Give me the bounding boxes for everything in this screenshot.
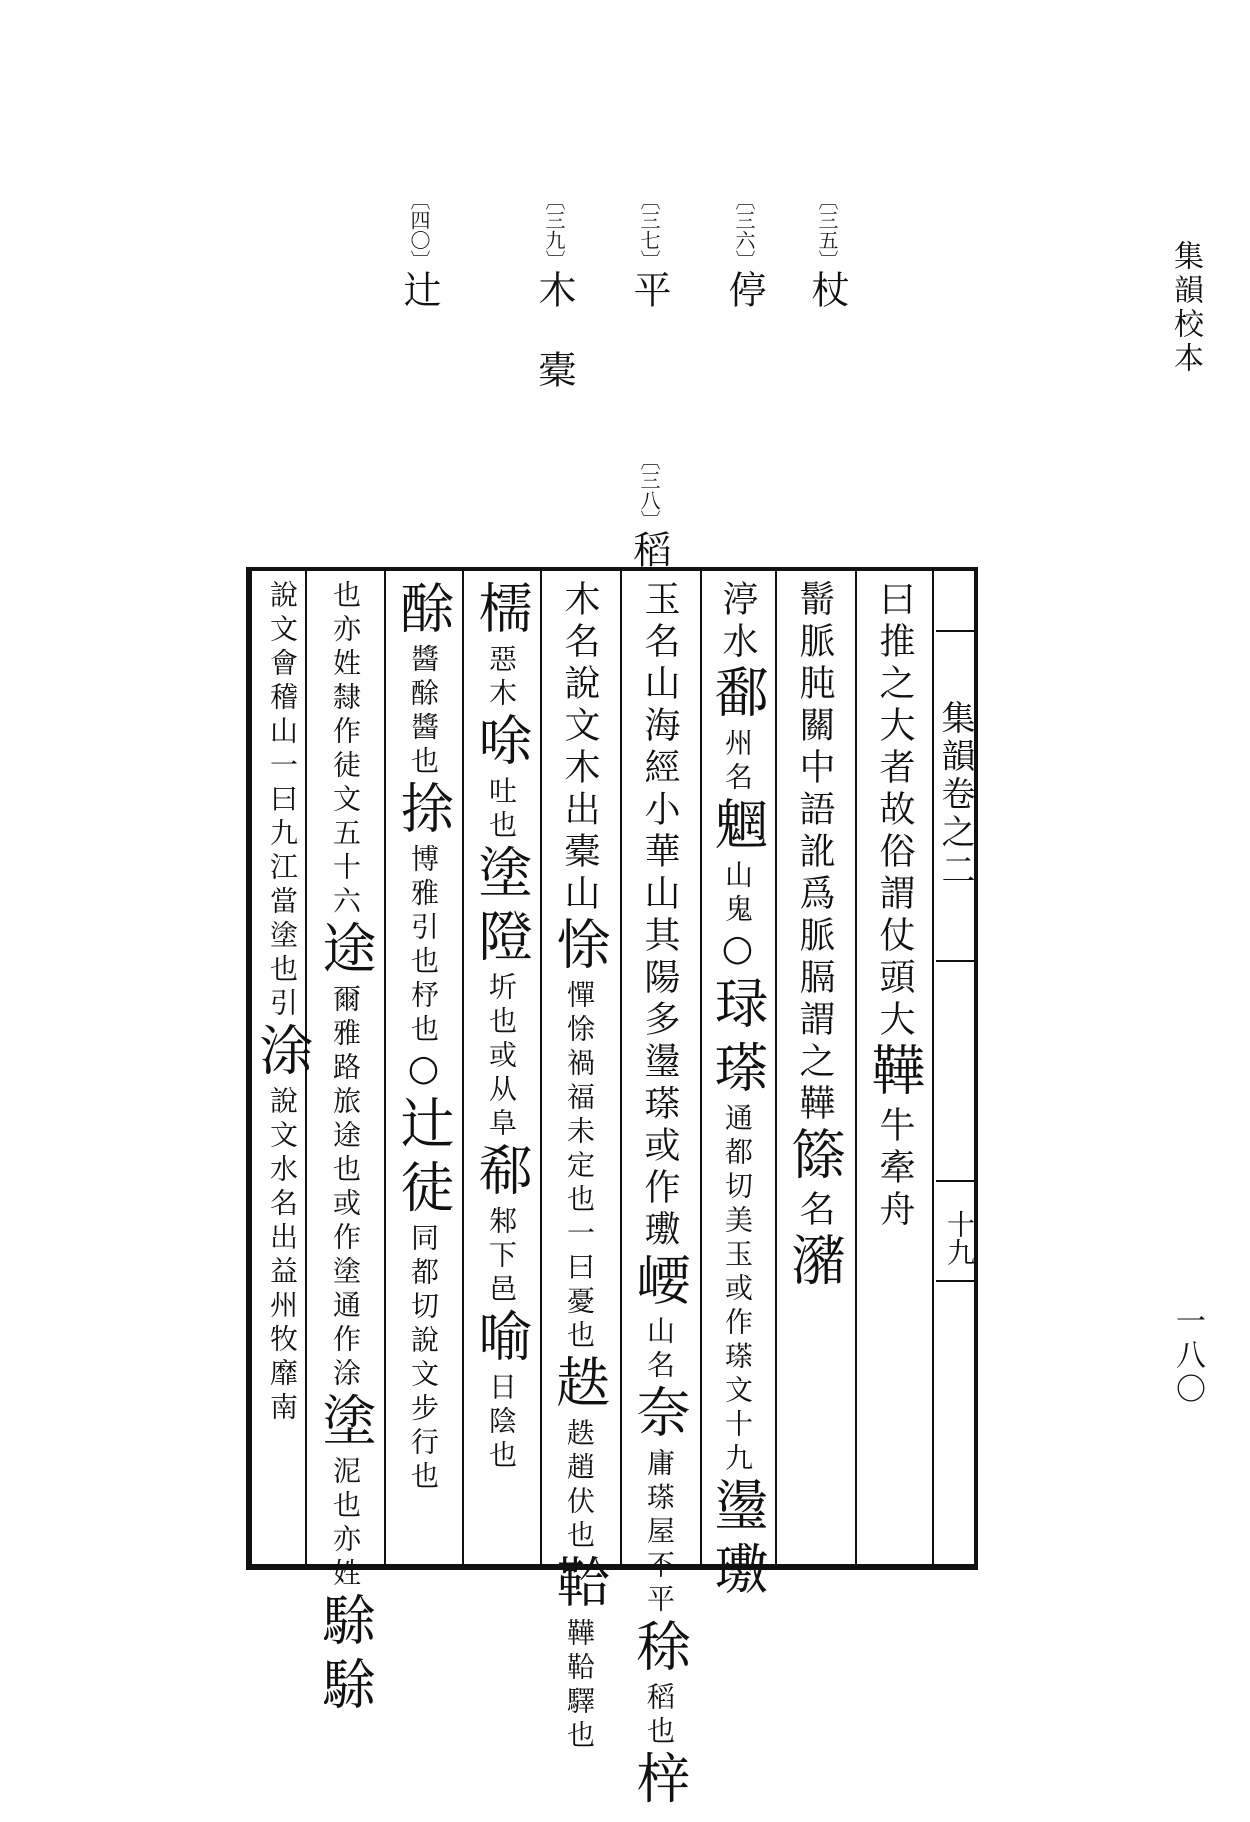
page-number: 一八〇 bbox=[1170, 1305, 1205, 1407]
text-run: ○ bbox=[403, 1048, 444, 1095]
headword: 涂 bbox=[251, 1022, 314, 1086]
note-38: 〔三八〕稻 bbox=[627, 450, 671, 568]
column-rule bbox=[384, 567, 386, 1570]
text-run: 說文水名出益州牧靡南 bbox=[266, 1086, 299, 1426]
spine-divider bbox=[936, 630, 976, 632]
headword: 駼駼 bbox=[314, 1592, 377, 1720]
text-run: 稻也 bbox=[643, 1682, 676, 1750]
headword: 辻徒 bbox=[392, 1095, 455, 1223]
note-number: 三六 bbox=[732, 210, 756, 250]
headword: 檽 bbox=[470, 580, 533, 644]
text-run: 泥也亦姓 bbox=[329, 1456, 362, 1592]
headword: 鄱 bbox=[706, 664, 769, 728]
headword: 塗 bbox=[314, 1392, 377, 1456]
text-column-9 bbox=[251, 580, 314, 1560]
text-column-2 bbox=[783, 580, 846, 1560]
column-rule bbox=[775, 567, 777, 1570]
note-text: 停 bbox=[722, 270, 766, 310]
text-run: 圻也或从阜 bbox=[485, 972, 518, 1142]
headword: 璗璷 bbox=[706, 1477, 769, 1605]
text-run: 鞾鞈驛也 bbox=[563, 1618, 596, 1754]
headword: 鞈 bbox=[548, 1554, 611, 1618]
text-column-6 bbox=[470, 580, 533, 1560]
headword: 鞾 bbox=[863, 1042, 926, 1106]
text-run: 名 bbox=[794, 1190, 835, 1232]
headword: 悇 bbox=[548, 916, 611, 980]
text-column-3 bbox=[706, 580, 769, 1605]
headword: 稌 bbox=[628, 1618, 691, 1682]
spine-folio: 十九 bbox=[943, 1210, 976, 1266]
spine-divider bbox=[936, 960, 976, 962]
headword: 塗隥 bbox=[470, 844, 533, 972]
text-run: 曰推之大者故俗謂仗頭大 bbox=[874, 580, 915, 1042]
headword: 趃 bbox=[548, 1354, 611, 1418]
note-number: 四〇 bbox=[407, 210, 431, 250]
text-run: 博雅引也杼也 bbox=[407, 844, 440, 1048]
spine-divider bbox=[936, 1180, 976, 1182]
note-35: 〔三五〕杖 bbox=[805, 190, 849, 310]
note-text: 稻 bbox=[627, 530, 671, 568]
headword: 途 bbox=[314, 920, 377, 984]
text-run: 渟 bbox=[717, 580, 758, 622]
spine-title: 集韻卷之二 bbox=[935, 700, 975, 890]
text-run: 吐也 bbox=[485, 776, 518, 844]
note-39: 〔三九〕木 橐 bbox=[532, 190, 576, 390]
headword: 喻 bbox=[470, 1308, 533, 1372]
column-rule bbox=[620, 567, 622, 1570]
headword: 魍 bbox=[706, 796, 769, 860]
text-run: 謂之鞾 bbox=[794, 1000, 835, 1126]
text-run: 醬酴醬也 bbox=[407, 644, 440, 780]
note-number: 三七 bbox=[637, 210, 661, 250]
text-run: 說文會稽山一曰九江當塗也引 bbox=[266, 580, 299, 1022]
headword: 琭瑹 bbox=[706, 975, 769, 1103]
text-run: 水 bbox=[717, 622, 758, 664]
text-run: 庸瑹屋不平 bbox=[643, 1448, 676, 1618]
text-run: 憚悇禍福未定也一曰憂也 bbox=[563, 980, 596, 1354]
text-column-4 bbox=[628, 580, 691, 1814]
note-number: 三九 bbox=[542, 210, 566, 250]
headword: 奈 bbox=[628, 1384, 691, 1448]
headword: 崾 bbox=[628, 1252, 691, 1316]
note-number: 三五 bbox=[815, 210, 839, 250]
text-run: ○ bbox=[717, 928, 758, 975]
text-run: 州名 bbox=[721, 728, 754, 796]
note-text: 平 bbox=[627, 270, 671, 310]
column-rule bbox=[462, 567, 464, 1570]
note-text: 辻 bbox=[397, 270, 441, 310]
text-column-8 bbox=[314, 580, 377, 1720]
note-37: 〔三七〕平 bbox=[627, 190, 671, 310]
note-text: 杖 bbox=[805, 270, 849, 310]
column-rule bbox=[700, 567, 702, 1570]
text-run: 牛牽舟 bbox=[874, 1106, 915, 1232]
text-run: 爾雅路旅途也或作塗通作涂 bbox=[329, 984, 362, 1392]
text-run: 趃趙伏也 bbox=[563, 1418, 596, 1554]
text-run: 邾下邑 bbox=[485, 1206, 518, 1308]
text-column-5 bbox=[548, 580, 611, 1754]
headword: 瀦 bbox=[783, 1232, 846, 1296]
text-run: 同都切說文步行也 bbox=[407, 1223, 440, 1495]
headword: 郗 bbox=[470, 1142, 533, 1206]
note-number: 三八 bbox=[637, 470, 661, 510]
note-text: 木 橐 bbox=[532, 270, 576, 390]
text-column-1 bbox=[863, 580, 926, 1560]
text-run: 日陰也 bbox=[485, 1372, 518, 1474]
headword: 唋 bbox=[470, 712, 533, 776]
headword: 酴 bbox=[392, 580, 455, 644]
spine-divider bbox=[936, 1280, 976, 1282]
text-run: 也亦姓隸作徒文五十六 bbox=[329, 580, 362, 920]
column-rule bbox=[540, 567, 542, 1570]
text-run: 通都切美玉或作瑹文十九 bbox=[721, 1103, 754, 1477]
text-run: 山名 bbox=[643, 1316, 676, 1384]
headword: 捈 bbox=[392, 780, 455, 844]
column-rule bbox=[855, 567, 857, 1570]
book-title: 集韻校本 bbox=[1168, 240, 1203, 376]
note-36: 〔三六〕停 bbox=[722, 190, 766, 310]
text-run: 鬋脈肫關中語訛爲脈膈 bbox=[794, 580, 835, 1000]
text-run: 惡木 bbox=[485, 644, 518, 712]
text-column-7 bbox=[392, 580, 455, 1560]
note-40: 〔四〇〕辻 bbox=[397, 190, 441, 310]
headword: 篨 bbox=[783, 1126, 846, 1190]
text-run: 木名說文木出橐山 bbox=[559, 580, 600, 916]
headword: 梓 bbox=[628, 1750, 691, 1814]
text-run: 山鬼 bbox=[721, 860, 754, 928]
text-run: 玉名山海經小華山其陽多璗瑹或作璷 bbox=[639, 580, 680, 1252]
